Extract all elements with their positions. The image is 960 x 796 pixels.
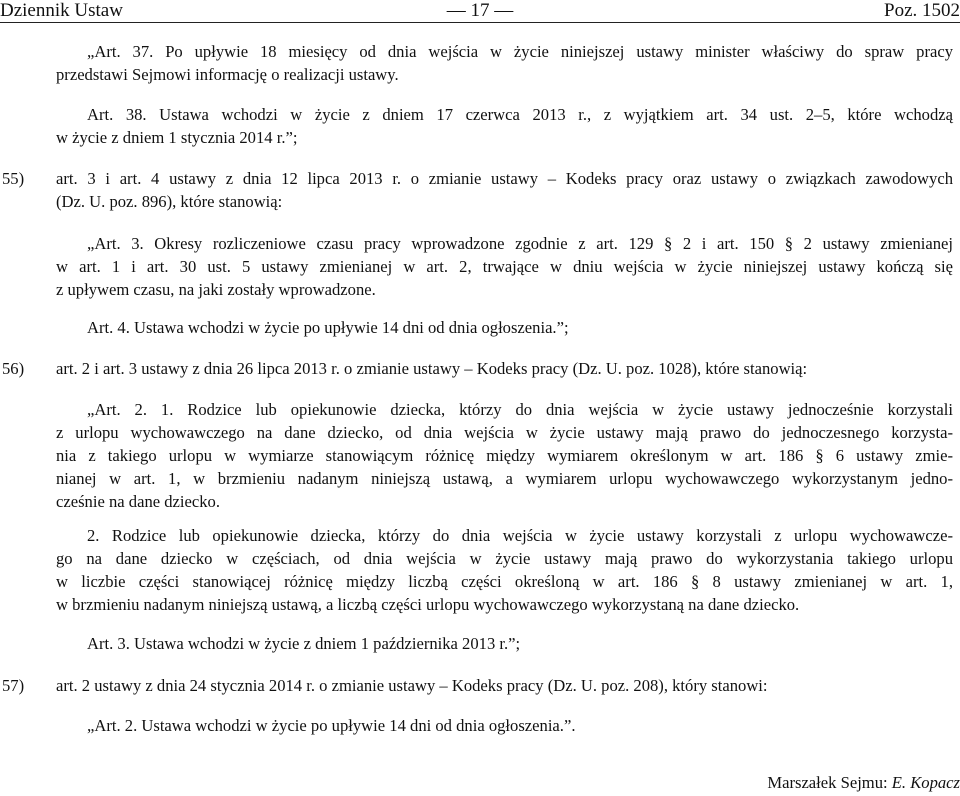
text-line: art. 3 i art. 4 ustawy z dnia 12 lipca 2013 r. o zmianie ustawy – Kodeks pracy oraz ustawy o związkach zawodowych — [56, 169, 953, 188]
journal-title: Dziennik Ustaw — [0, 0, 123, 21]
text-line: Art. 38. Ustawa wchodzi w życie z dniem 17 czerwca 2013 r., z wyjątkiem art. 34 ust. 2–5, które wchodzą — [87, 105, 953, 124]
text-line: w życie z dniem 1 stycznia 2014 r.”; — [56, 128, 298, 147]
text-line: w liczbie części stanowiącej różnicę między liczbą części określoną w art. 186 § 8 ustawy zmienianej w art. 1, — [56, 572, 953, 591]
text-line: w art. 1 i art. 30 ust. 5 ustawy zmienianej w art. 2, trwające w dniu wejścia w życie niniejszej ustawy kończą się — [56, 257, 953, 276]
text-line: cześnie na dane dziecko. — [56, 492, 221, 511]
text-line: „Art. 3. Okresy rozliczeniowe czasu pracy wprowadzone zgodnie z art. 129 § 2 i art. 150 § 2 ustawy zmienianej — [87, 234, 953, 253]
text-line: Art. 3. Ustawa wchodzi w życie z dniem 1 października 2013 r.”; — [87, 634, 521, 653]
signature-title: Marszałek Sejmu: — [767, 773, 888, 792]
text-line: art. 2 ustawy z dnia 24 stycznia 2014 r. o zmianie ustawy – Kodeks pracy (Dz. U. poz. 208), który stanowi: — [56, 676, 768, 695]
signature-name: E. Kopacz — [891, 773, 960, 792]
text-line: z urlopu wychowawczego na dane dziecko, od dnia wejścia w życie ustawy mają prawo do jednoczesnego korzysta- — [56, 423, 953, 442]
text-line: 2. Rodzice lub opiekunowie dziecka, którzy do dnia wejścia w życie ustawy korzystali z urlopu wychowawcze- — [87, 526, 953, 545]
item-number: 57) — [2, 676, 25, 695]
text-line: nianej w art. 1, w brzmieniu nadanym niniejszą ustawą, a wymiarem urlopu wychowawczego wykorzystanym jedno- — [56, 469, 953, 488]
text-line: go na dane dziecko w częściach, od dnia wejścia w życie ustawy mają prawo do wykorzystania takiego urlopu — [56, 549, 953, 568]
header-rule — [0, 22, 960, 23]
text-line: „Art. 2. 1. Rodzice lub opiekunowie dziecka, którzy do dnia wejścia w życie ustawy jednocześnie korzystali — [87, 400, 953, 419]
item-number: 55) — [2, 169, 25, 188]
text-line: „Art. 2. Ustawa wchodzi w życie po upływie 14 dni od dnia ogłoszenia.”. — [87, 716, 576, 735]
text-line: art. 2 i art. 3 ustawy z dnia 26 lipca 2013 r. o zmianie ustawy – Kodeks pracy (Dz. U. poz. 1028), które stanowią: — [56, 359, 808, 378]
text-line: przedstawi Sejmowi informację o realizacji ustawy. — [56, 65, 399, 84]
text-line: z upływem czasu, na jaki zostały wprowadzone. — [56, 280, 376, 299]
text-line: „Art. 37. Po upływie 18 miesięcy od dnia wejścia w życie niniejszej ustawy minister właściwy do spraw pracy — [87, 42, 953, 61]
page-header — [0, 0, 960, 22]
text-line: (Dz. U. poz. 896), które stanowią: — [56, 192, 283, 211]
item-number: 56) — [2, 359, 25, 378]
text-line: Art. 4. Ustawa wchodzi w życie po upływie 14 dni od dnia ogłoszenia.”; — [87, 318, 569, 337]
position-number: Poz. 1502 — [884, 0, 960, 21]
text-line: w brzmieniu nadanym niniejszą ustawą, a liczbą części urlopu wychowawczego wykorzystaną na dane dziecko. — [56, 595, 800, 614]
text-line: nia z takiego urlopu w wymiarze stanowiącym różnicę między wymiarem określonym w art. 186 § 6 ustawy zmie- — [56, 446, 953, 465]
page-number: — 17 — — [446, 0, 514, 21]
signature — [767, 773, 960, 793]
